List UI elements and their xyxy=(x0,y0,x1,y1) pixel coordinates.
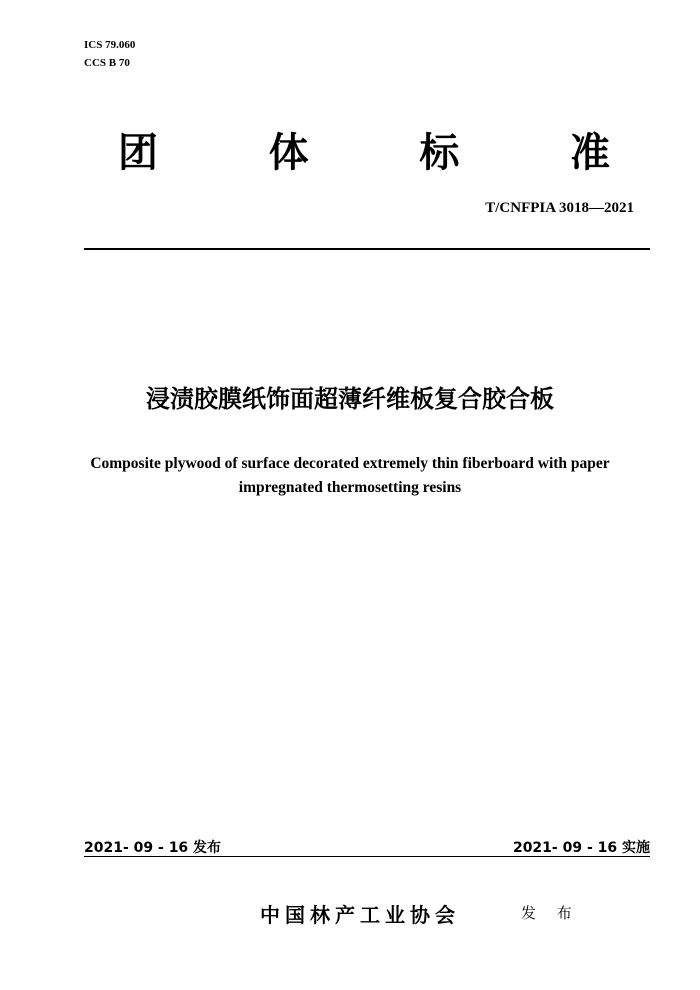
english-title xyxy=(60,452,640,500)
bottom-divider xyxy=(84,856,650,857)
standard-number: T/CNFPIA 3018—2021 xyxy=(485,200,634,216)
top-divider xyxy=(84,248,650,250)
issue-date: 2021- 09 - 16 发布 xyxy=(84,840,222,856)
english-title-line-2: impregnated thermosetting resins xyxy=(238,479,462,496)
ics-code: ICS 79.060 xyxy=(84,39,136,51)
publish-label: 发 布 xyxy=(521,904,580,922)
doc-type-char-1: 团 xyxy=(118,130,158,176)
doc-type-char-3: 标 xyxy=(419,130,460,176)
ccs-code: CCS B 70 xyxy=(84,57,130,69)
doc-type-char-4: 准 xyxy=(569,130,610,176)
classification-codes xyxy=(84,36,135,72)
english-title-line-1: Composite plywood of surface decorated extremely thin fiberboard with paper xyxy=(90,455,610,472)
doc-type-char-2: 体 xyxy=(268,130,309,176)
implementation-date: 2021- 09 - 16 实施 xyxy=(512,840,650,856)
chinese-title: 浸渍胶膜纸饰面超薄纤维板复合胶合板 xyxy=(146,385,554,413)
document-type-title xyxy=(118,128,610,178)
publisher-name: 中国林产工业协会 xyxy=(260,903,460,927)
